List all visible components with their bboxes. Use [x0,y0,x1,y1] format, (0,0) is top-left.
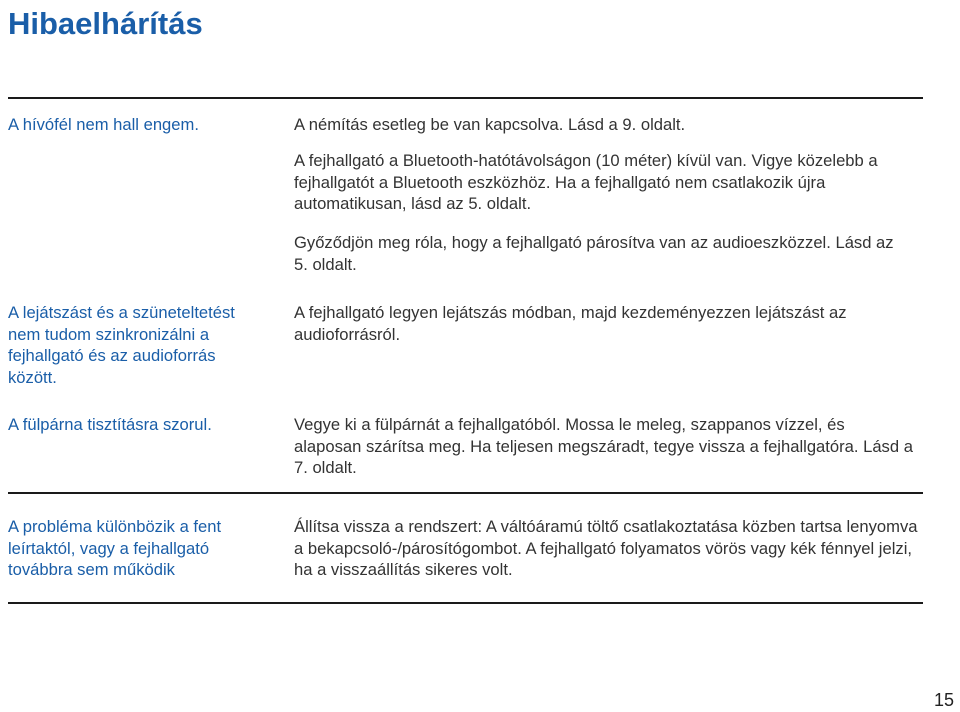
page-title: Hibaelhárítás [8,6,203,41]
divider-top [8,97,923,99]
solution-mute: A némítás esetleg be van kapcsolva. Lásd a 9. oldalt. [294,115,686,134]
problem-no-audio-caller: A hívófél nem hall engem. [8,115,199,134]
solution-playback-mode: A fejhallgató legyen lejátszás módban, majd kezdeményezzen lejátszást az audioforrásról. [294,303,847,344]
problem-playback-sync: A lejátszást és a szüneteltetést nem tudom szinkronizálni a fejhallgató és az audioforrás között. [8,303,235,387]
problem-other: A probléma különbözik a fent leírtaktól, vagy a fejhallgató továbbra sem működik [8,517,222,579]
solution-clean-cushion: Vegye ki a fülpárnát a fejhallgatóból. Mossa le meleg, szappanos vízzel, és alaposan szárítsa meg. Ha teljesen megszáradt, tegye vissza a fejhallgatóra. Lásd a 7. oldalt. [294,415,913,477]
divider-middle [8,492,923,494]
page-number: 15 [933,690,954,710]
problem-ear-cushion: A fülpárna tisztításra szorul. [8,415,212,434]
solution-pairing: Győződjön meg róla, hogy a fejhallgató párosítva van az audioeszközzel. Lásd az 5. oldalt. [294,233,894,274]
solution-reset: Állítsa vissza a rendszert: A váltóáramú töltő csatlakoztatása közben tartsa lenyomva a bekapcsoló-/párosítógombot. A fejhallgató folyamatos vörös vagy kék fénnyel jelzi, ha a visszaállítás sikeres volt. [294,517,918,579]
solution-bluetooth-range: A fejhallgató a Bluetooth-hatótávolságon (10 méter) kívül van. Vigye közelebb a fejhallgatót a Bluetooth eszközhöz. Ha a fejhallgató nem csatlakozik újra automatikusan, lásd az 5. oldalt. [294,151,878,213]
divider-bottom [8,602,923,604]
